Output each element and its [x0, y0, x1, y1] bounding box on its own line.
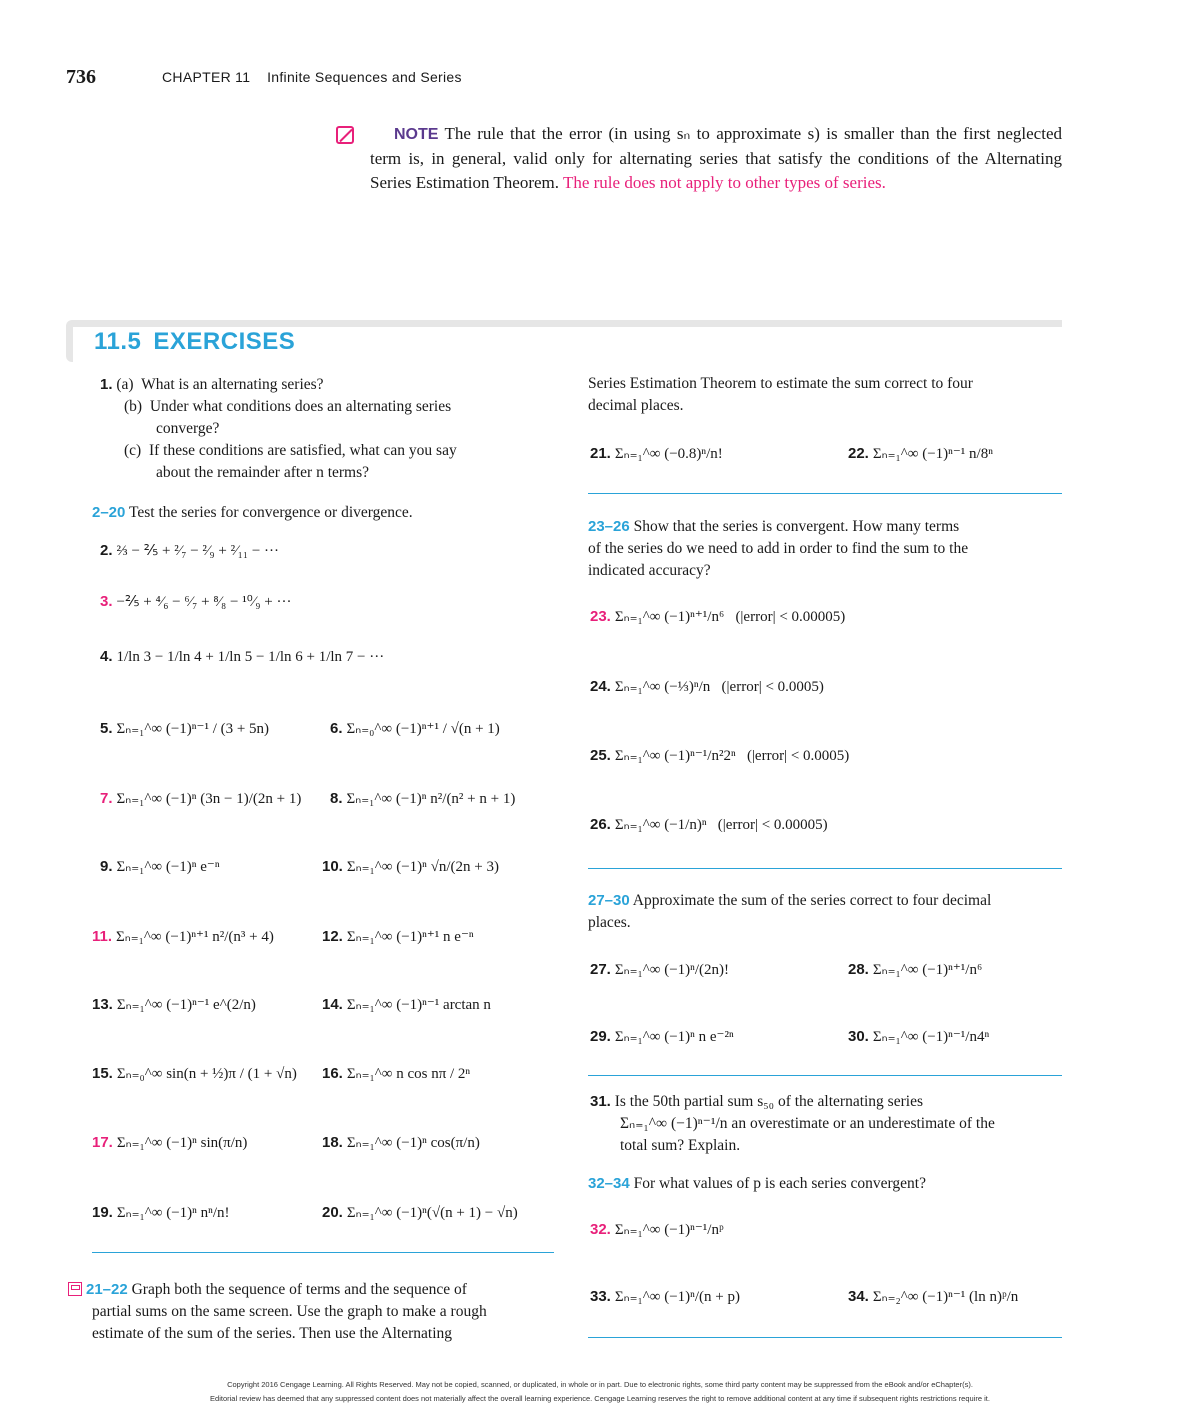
note-body: The rule that the error (in using sₙ to approximate s) is smaller than the first neglected term is, in general, valid only for alternating series that satisfy the conditions of the Alternating Series Estimation Theorem. [370, 124, 1062, 192]
exercise-number: 31. [590, 1093, 611, 1110]
exercise-expression: Σₙ₌₁^∞ (−1)ⁿ n e⁻²ⁿ [614, 1029, 734, 1045]
exercise-number: 22. [848, 445, 869, 462]
exercise-expression: Σₙ₌₁^∞ (−1)ⁿ⁺¹/n⁶ [614, 609, 725, 625]
exercise-17 [92, 1133, 247, 1152]
exercise-26 [590, 815, 828, 834]
exercise-number: 7. [100, 790, 113, 807]
exercise-number: 25. [590, 747, 611, 764]
graphing-calculator-icon [68, 1282, 82, 1296]
exercise-number: 28. [848, 961, 869, 978]
note-highlight: The rule does not apply to other types of series. [562, 173, 886, 192]
group-23-26-heading [588, 516, 1058, 582]
note-box [336, 122, 1062, 195]
exercise-number: 21. [590, 445, 611, 462]
exercise-expression: Σₙ₌₁^∞ (−1)ⁿ⁻¹/n4ⁿ [872, 1029, 990, 1045]
exercise-number: 11. [92, 928, 113, 945]
section-number: 11.5 [94, 328, 142, 355]
exercise-expression: Σₙ₌₁^∞ (−1)ⁿ⁺¹ n²/(n³ + 4) [116, 929, 274, 945]
exercise-expression: Σₙ₌₁^∞ (−1)ⁿ sin(π/n) [116, 1135, 248, 1151]
part-c-text-cont: about the remainder after n terms? [156, 464, 370, 481]
divider [588, 493, 1062, 494]
exercise-22 [848, 444, 993, 463]
exercise-expression: Σₙ₌₁^∞ (−1)ⁿ e⁻ⁿ [116, 859, 220, 875]
copyright-line-2: Editorial review has deemed that any suppressed content does not materially affect the overall learning experience. Cengage Learning reserves the right to remove additional content at any time if subsequent rights restrictions require it. [210, 1394, 990, 1403]
group-instructions-cont: indicated accuracy? [588, 562, 711, 579]
accuracy-condition: (|error| < 0.0005) [721, 679, 824, 695]
exercise-2 [100, 541, 279, 560]
exercise-number: 29. [590, 1028, 611, 1045]
exercise-16 [322, 1064, 470, 1083]
exercise-number: 10. [322, 858, 343, 875]
exercise-expression: Σₙ₌₁^∞ (−1)ⁿ⁻¹/nᵖ [614, 1222, 724, 1238]
exercise-number: 16. [322, 1065, 343, 1082]
exercise-expression: Σₙ₌₁^∞ (−1/n)ⁿ [614, 817, 707, 833]
copyright-line-1: Copyright 2016 Cengage Learning. All Rights Reserved. May not be copied, scanned, or duplicated, in whole or in part. Due to electronic rights, some third party content may be suppressed from the eBook and/or eChapter(s). [227, 1380, 973, 1389]
group-2-20-heading [92, 502, 562, 524]
range-label: 23–26 [588, 518, 630, 535]
exercise-number: 13. [92, 996, 113, 1013]
exercise-number: 15. [92, 1065, 113, 1082]
exercise-expression: Σₙ₌₁^∞ (−1)ⁿ⁻¹ / (3 + 5n) [116, 721, 270, 737]
exercise-number: 19. [92, 1204, 113, 1221]
exercise-7 [100, 789, 301, 808]
exercise-expression: Σₙ₌₁^∞ (−1)ⁿ/(2n)! [614, 962, 730, 978]
part-label: (c) [124, 442, 142, 459]
exercise-number: 20. [322, 1204, 343, 1221]
exercise-expression: Σₙ₌₀^∞ (−1)ⁿ⁺¹ / √(n + 1) [346, 721, 500, 737]
exercise-4 [100, 648, 384, 666]
group-instructions-cont: partial sums on the same screen. Use the graph to make a rough [92, 1303, 487, 1320]
exercise-expression: Σₙ₌₁^∞ (−1)ⁿ n²/(n² + n + 1) [346, 791, 516, 807]
part-b-text: Under what conditions does an alternating series [149, 398, 452, 415]
warning-icon [336, 126, 354, 144]
group-instructions: Show that the series is convergent. How many terms [633, 518, 960, 535]
group-instructions: Test the series for convergence or divergence. [128, 504, 413, 521]
exercise-expression: Σₙ₌₁^∞ n cos nπ / 2ⁿ [346, 1066, 471, 1082]
exercise-21 [590, 444, 723, 463]
chapter-heading [162, 69, 462, 85]
exercise-27 [590, 960, 729, 979]
range-label: 32–34 [588, 1175, 630, 1192]
exercise-31 [590, 1091, 1060, 1157]
note-label: NOTE [394, 126, 439, 143]
exercise-expression: Σₙ₌₁^∞ (−1)ⁿ⁺¹ n e⁻ⁿ [346, 929, 474, 945]
exercise-text-cont: Σₙ₌₁^∞ (−1)ⁿ⁻¹/n an overestimate or an underestimate of the [620, 1115, 995, 1132]
exercise-expression: ⅔ − ⅖ + ²⁄₇ − ²⁄₉ + ²⁄₁₁ − ··· [116, 543, 280, 559]
exercise-expression: 1/ln 3 − 1/ln 4 + 1/ln 5 − 1/ln 6 + 1/ln 7 − ··· [116, 649, 385, 665]
range-label: 27–30 [588, 892, 630, 909]
exercise-18 [322, 1133, 480, 1152]
group-21-22-heading [68, 1279, 558, 1345]
group-instructions-cont: of the series do we need to add in order to find the sum to the [588, 540, 969, 557]
divider [588, 1337, 1062, 1338]
exercise-10 [322, 857, 499, 876]
exercise-number: 6. [330, 720, 343, 737]
exercise-expression: Σₙ₌₁^∞ (−1)ⁿ(√(n + 1) − √n) [346, 1205, 518, 1221]
exercise-25 [590, 746, 849, 765]
exercise-expression: Σₙ₌₂^∞ (−1)ⁿ⁻¹ (ln n)ᵖ/n [872, 1289, 1019, 1305]
exercise-32 [590, 1220, 724, 1239]
exercise-expression: Σₙ₌₁^∞ (−1)ⁿ⁻¹/n²2ⁿ [614, 748, 736, 764]
exercise-number: 18. [322, 1134, 343, 1151]
exercise-6 [330, 719, 500, 738]
exercise-number: 17. [92, 1134, 113, 1151]
accuracy-condition: (|error| < 0.00005) [735, 609, 846, 625]
group-21-22-continued [588, 373, 1058, 417]
exercise-number: 26. [590, 816, 611, 833]
exercise-3 [100, 592, 291, 611]
group-27-30-heading [588, 890, 1058, 934]
exercise-expression: Σₙ₌₁^∞ (−1)ⁿ⁻¹ e^(2/n) [116, 997, 256, 1013]
exercise-number: 9. [100, 858, 113, 875]
part-c-text: If these conditions are satisfied, what can you say [148, 442, 457, 459]
accuracy-condition: (|error| < 0.00005) [717, 817, 828, 833]
exercise-29 [590, 1027, 734, 1046]
divider [588, 868, 1062, 869]
exercise-number: 4. [100, 648, 113, 665]
exercise-expression: Σₙ₌₁^∞ (−1)ⁿ/(n + p) [614, 1289, 740, 1305]
part-b-text-cont: converge? [156, 420, 220, 437]
page-number: 736 [66, 66, 96, 88]
exercise-20 [322, 1203, 518, 1222]
exercise-number: 34. [848, 1288, 869, 1305]
exercise-expression: Σₙ₌₁^∞ (−⅓)ⁿ/n [614, 679, 711, 695]
exercise-expression: Σₙ₌₁^∞ (−1)ⁿ cos(π/n) [346, 1135, 480, 1151]
exercise-number: 2. [100, 542, 113, 559]
chapter-title: Infinite Sequences and Series [267, 69, 462, 85]
exercise-23 [590, 607, 845, 626]
exercise-number: 8. [330, 790, 343, 807]
exercise-expression: Σₙ₌₀^∞ sin(n + ½)π / (1 + √n) [116, 1066, 297, 1082]
chapter-label: CHAPTER 11 [162, 69, 251, 85]
exercise-33 [590, 1287, 740, 1306]
exercise-expression: Σₙ₌₁^∞ (−1)ⁿ⁻¹ n/8ⁿ [872, 446, 993, 462]
part-label: (a) [116, 376, 134, 393]
accuracy-condition: (|error| < 0.0005) [746, 748, 850, 764]
exercise-expression: Σₙ₌₁^∞ (−0.8)ⁿ/n! [614, 446, 723, 462]
exercise-expression: −⅖ + ⁴⁄₆ − ⁶⁄₇ + ⁸⁄₈ − ¹⁰⁄₉ + ··· [116, 594, 292, 610]
exercise-1 [100, 374, 560, 484]
range-label: 21–22 [86, 1281, 128, 1298]
group-instructions-cont: estimate of the sum of the series. Then use the Alternating [92, 1325, 452, 1342]
group-instructions: For what values of p is each series convergent? [633, 1175, 926, 1192]
exercise-13 [92, 995, 256, 1014]
group-32-34-heading [588, 1173, 1058, 1195]
exercise-number: 12. [322, 928, 343, 945]
exercise-14 [322, 995, 491, 1014]
exercise-15 [92, 1064, 297, 1083]
exercise-expression: Σₙ₌₁^∞ (−1)ⁿ (3n − 1)/(2n + 1) [116, 791, 302, 807]
exercise-34 [848, 1287, 1018, 1306]
exercise-number: 27. [590, 961, 611, 978]
exercise-number: 23. [590, 608, 611, 625]
exercise-24 [590, 677, 824, 696]
exercise-number: 3. [100, 593, 113, 610]
exercise-30 [848, 1027, 989, 1046]
note-text [336, 122, 1062, 195]
part-label: (b) [124, 398, 143, 415]
section-label: EXERCISES [153, 328, 296, 355]
exercise-number: 24. [590, 678, 611, 695]
exercise-text-cont: total sum? Explain. [620, 1137, 741, 1154]
divider [92, 1252, 554, 1253]
exercise-number: 5. [100, 720, 113, 737]
exercise-number: 30. [848, 1028, 869, 1045]
part-a-text: What is an alternating series? [141, 376, 324, 393]
exercise-number: 1. [100, 376, 113, 393]
exercise-12 [322, 927, 474, 946]
instructions-cont: Series Estimation Theorem to estimate the sum correct to four [588, 375, 973, 392]
exercise-19 [92, 1203, 230, 1222]
exercise-8 [330, 789, 515, 808]
range-label: 2–20 [92, 504, 126, 521]
group-instructions: Graph both the sequence of terms and the sequence of [131, 1281, 467, 1298]
exercise-expression: Σₙ₌₁^∞ (−1)ⁿ nⁿ/n! [116, 1205, 230, 1221]
exercise-28 [848, 960, 982, 979]
exercise-9 [100, 857, 220, 876]
exercise-11 [92, 927, 274, 946]
exercise-number: 14. [322, 996, 343, 1013]
group-instructions: Approximate the sum of the series correct to four decimal [632, 892, 992, 909]
running-header [66, 66, 462, 89]
divider [588, 1075, 1062, 1076]
exercise-number: 33. [590, 1288, 611, 1305]
section-title [94, 328, 295, 356]
instructions-cont: decimal places. [588, 397, 684, 414]
exercise-number: 32. [590, 1221, 611, 1238]
exercise-text: Is the 50th partial sum s₅₀ of the alternating series [614, 1093, 923, 1110]
exercise-5 [100, 719, 269, 738]
exercise-expression: Σₙ₌₁^∞ (−1)ⁿ √n/(2n + 3) [346, 859, 499, 875]
exercise-expression: Σₙ₌₁^∞ (−1)ⁿ⁺¹/n⁶ [872, 962, 983, 978]
group-instructions-cont: places. [588, 914, 631, 931]
exercise-expression: Σₙ₌₁^∞ (−1)ⁿ⁻¹ arctan n [346, 997, 491, 1013]
